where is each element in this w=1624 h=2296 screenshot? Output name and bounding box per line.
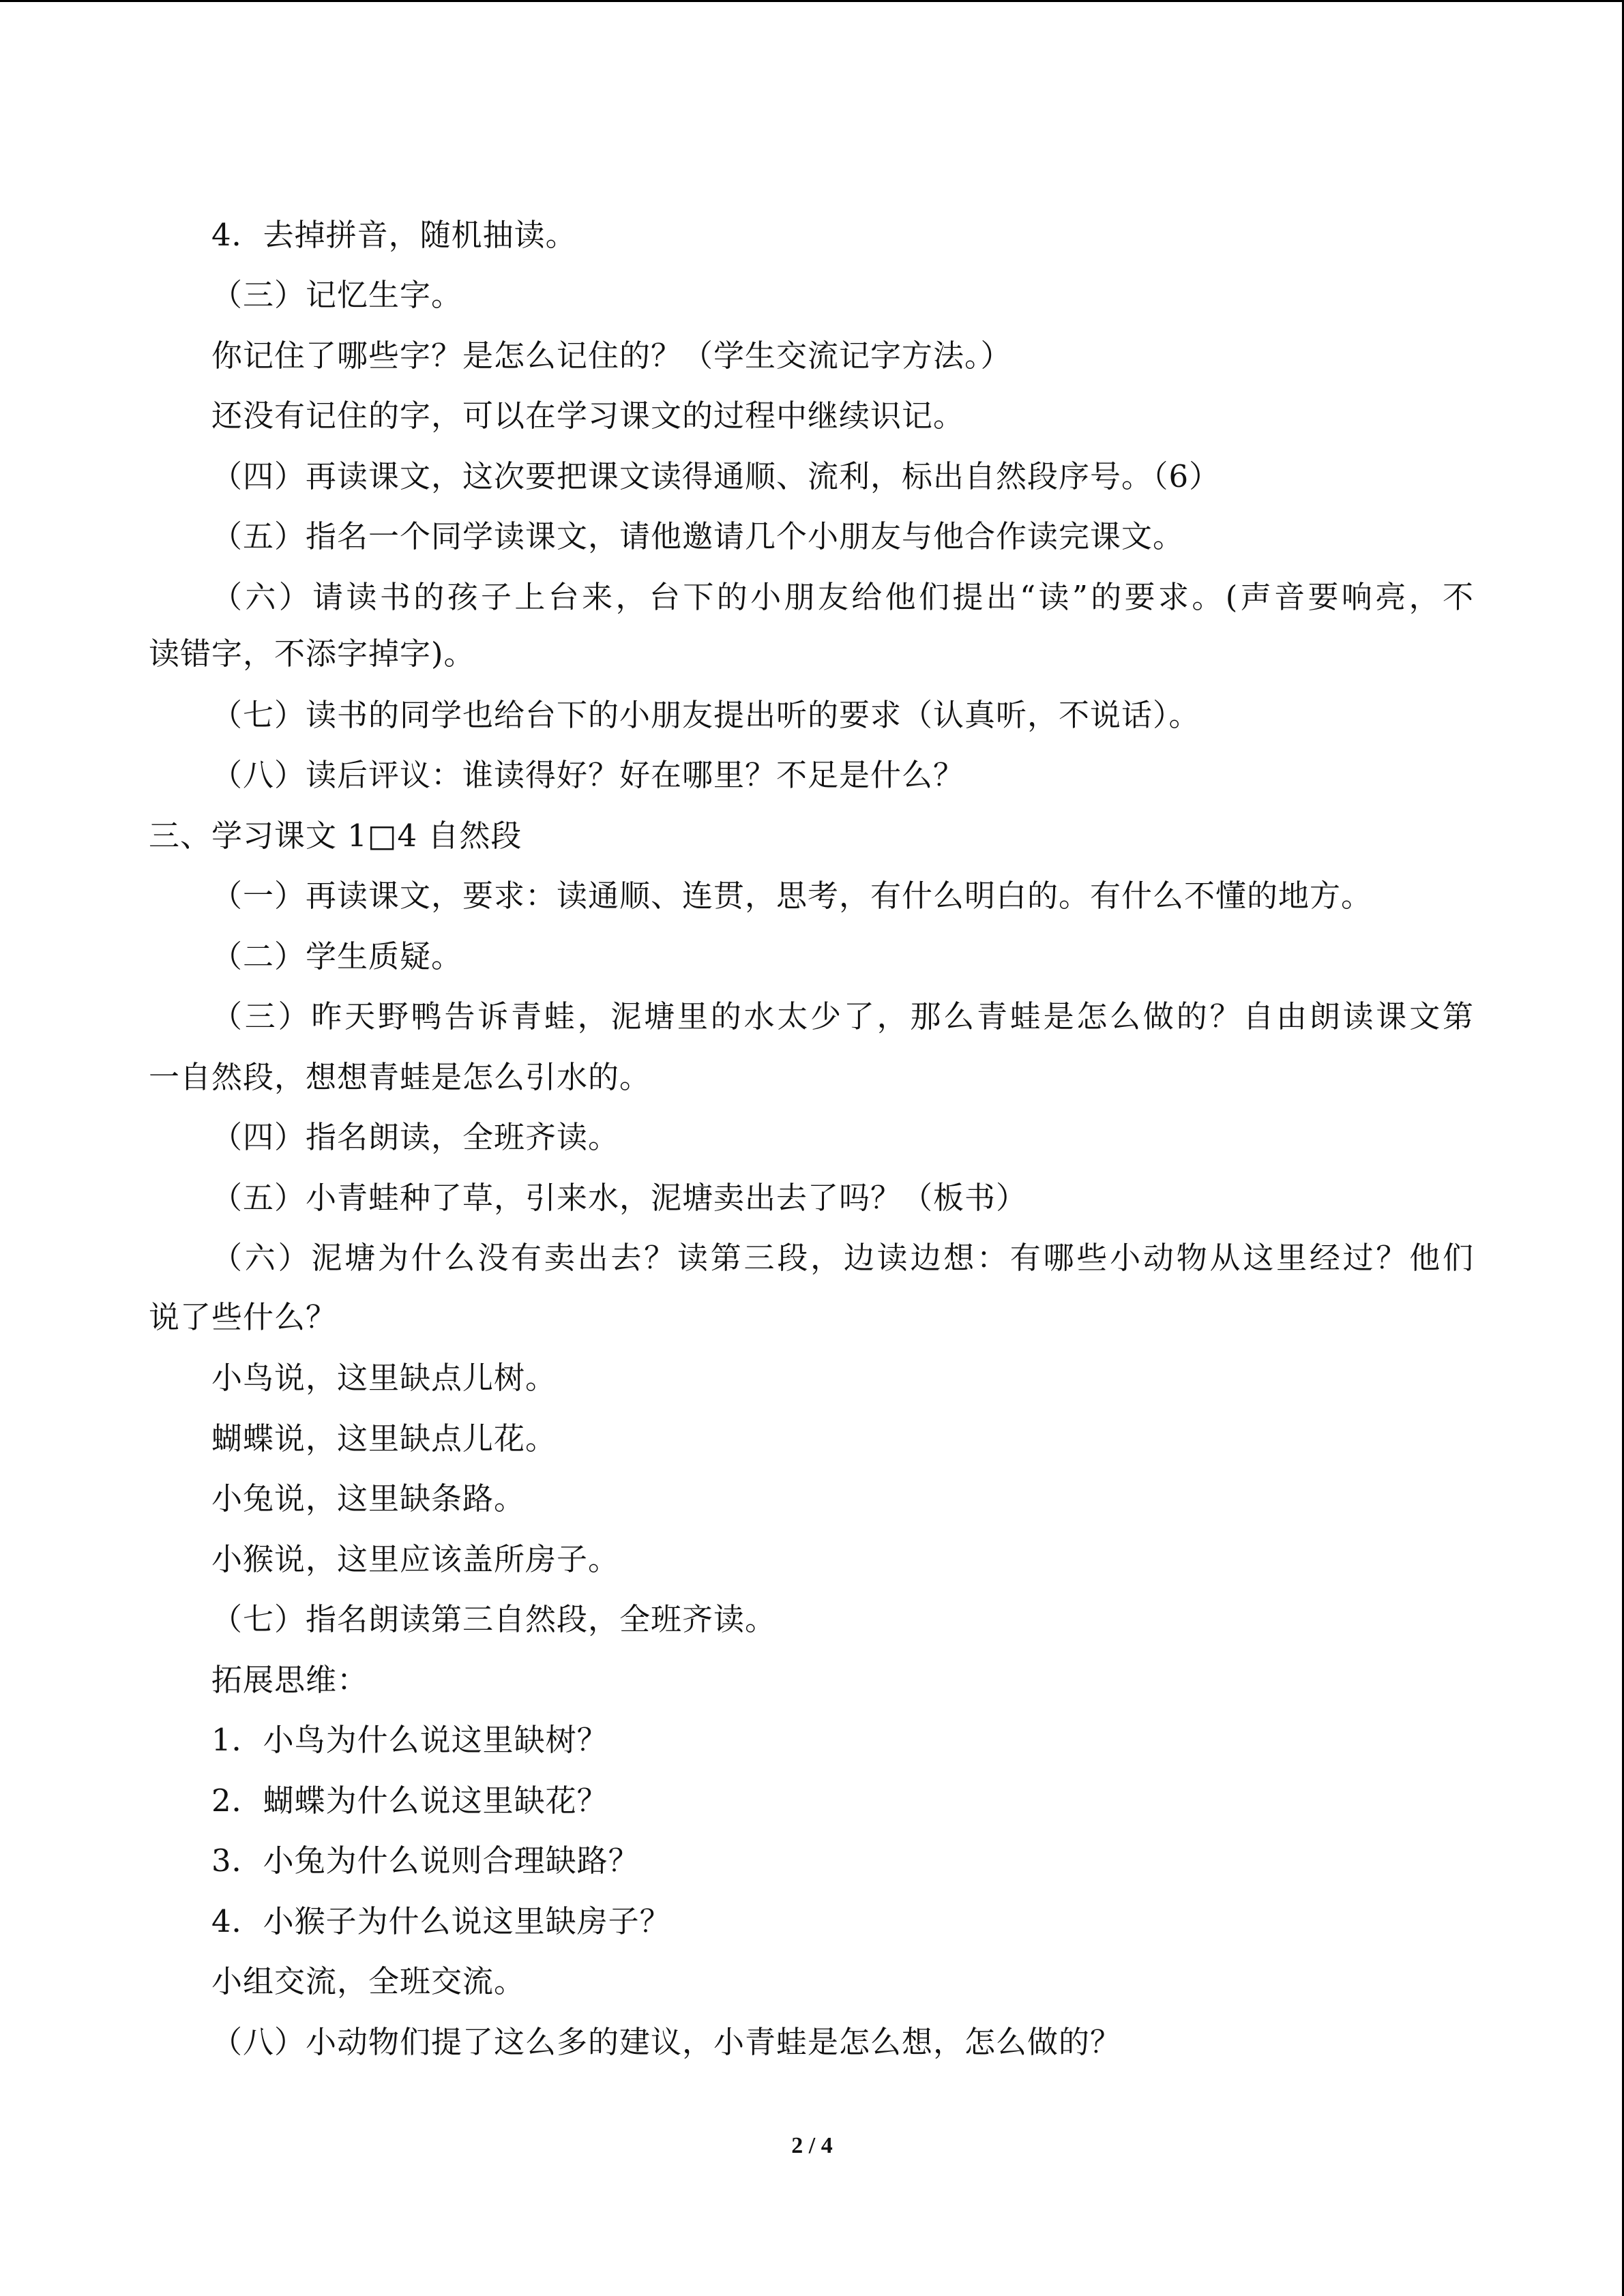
section-heading: （五）指名一个同学读课文，请他邀请几个小朋友与他合作读完课文。	[211, 518, 1185, 554]
page-number: 2 / 4	[791, 2133, 833, 2158]
paragraph-line: 小鸟说，这里缺点儿树。	[211, 1360, 557, 1396]
list-item: 3．小兔为什么说则合理缺路？	[211, 1843, 640, 1879]
section-heading: （七）指名朗读第三自然段，全班齐读。	[211, 1601, 777, 1637]
section-heading: （三）昨天野鸭告诉青蛙，泥塘里的水太少了，那么青蛙是怎么做的？自由朗读课文第	[211, 998, 1473, 1034]
paragraph-line: 蝴蝶说，这里缺点儿花。	[211, 1420, 557, 1457]
section-heading: （七）读书的同学也给台下的小朋友提出听的要求（认真听，不说话）。	[211, 697, 1200, 733]
section-heading: （八）小动物们提了这么多的建议，小青蛙是怎么想，怎么做的？	[211, 2024, 1122, 2060]
list-item: 2．蝴蝶为什么说这里缺花？	[211, 1783, 608, 1819]
section-heading: （五）小青蛙种了草，引来水，泥塘卖出去了吗？（板书）	[211, 1180, 1028, 1216]
paragraph-line: 4．去掉拼音，随机抽读。	[211, 217, 577, 253]
paragraph-line: 说了些什么？	[149, 1299, 338, 1335]
section-heading: （二）学生质疑。	[211, 938, 463, 974]
paragraph-line: 小组交流，全班交流。	[211, 1963, 526, 1999]
section-heading: （一）再读课文，要求：读通顺、连贯，思考，有什么明白的。有什么不懂的地方。	[211, 878, 1373, 914]
list-item: 4．小猴子为什么说这里缺房子？	[211, 1903, 671, 1939]
section-heading: （四）指名朗读，全班齐读。	[211, 1119, 620, 1155]
section-heading: （六）请读书的孩子上台来，台下的小朋友给他们提出“读”的要求。(声音要响亮，不	[211, 579, 1473, 615]
section-heading: （八）读后评议：谁读得好？好在哪里？不足是什么？	[211, 757, 965, 793]
paragraph-line: 小猴说，这里应该盖所房子。	[211, 1541, 620, 1577]
section-heading: （三）记忆生字。	[211, 277, 463, 313]
paragraph-line: 你记住了哪些字？是怎么记住的？（学生交流记字方法。）	[211, 338, 1012, 374]
paragraph-line: 拓展思维：	[211, 1662, 369, 1698]
section-heading: （六）泥塘为什么没有卖出去？读第三段，边读边想：有哪些小动物从这里经过？他们	[211, 1240, 1473, 1276]
section-heading: （四）再读课文，这次要把课文读得通顺、流利，标出自然段序号。（6）	[211, 458, 1221, 494]
list-item: 1．小鸟为什么说这里缺树？	[211, 1722, 608, 1758]
main-section-heading: 三、学习课文 1□4 自然段	[149, 818, 522, 854]
paragraph-line: 还没有记住的字，可以在学习课文的过程中继续识记。	[211, 398, 965, 434]
paragraph-line: 读错字，不添字掉字)。	[149, 636, 475, 672]
paragraph-line: 小兔说，这里缺条路。	[211, 1480, 526, 1517]
paragraph-line: 一自然段，想想青蛙是怎么引水的。	[149, 1059, 651, 1095]
